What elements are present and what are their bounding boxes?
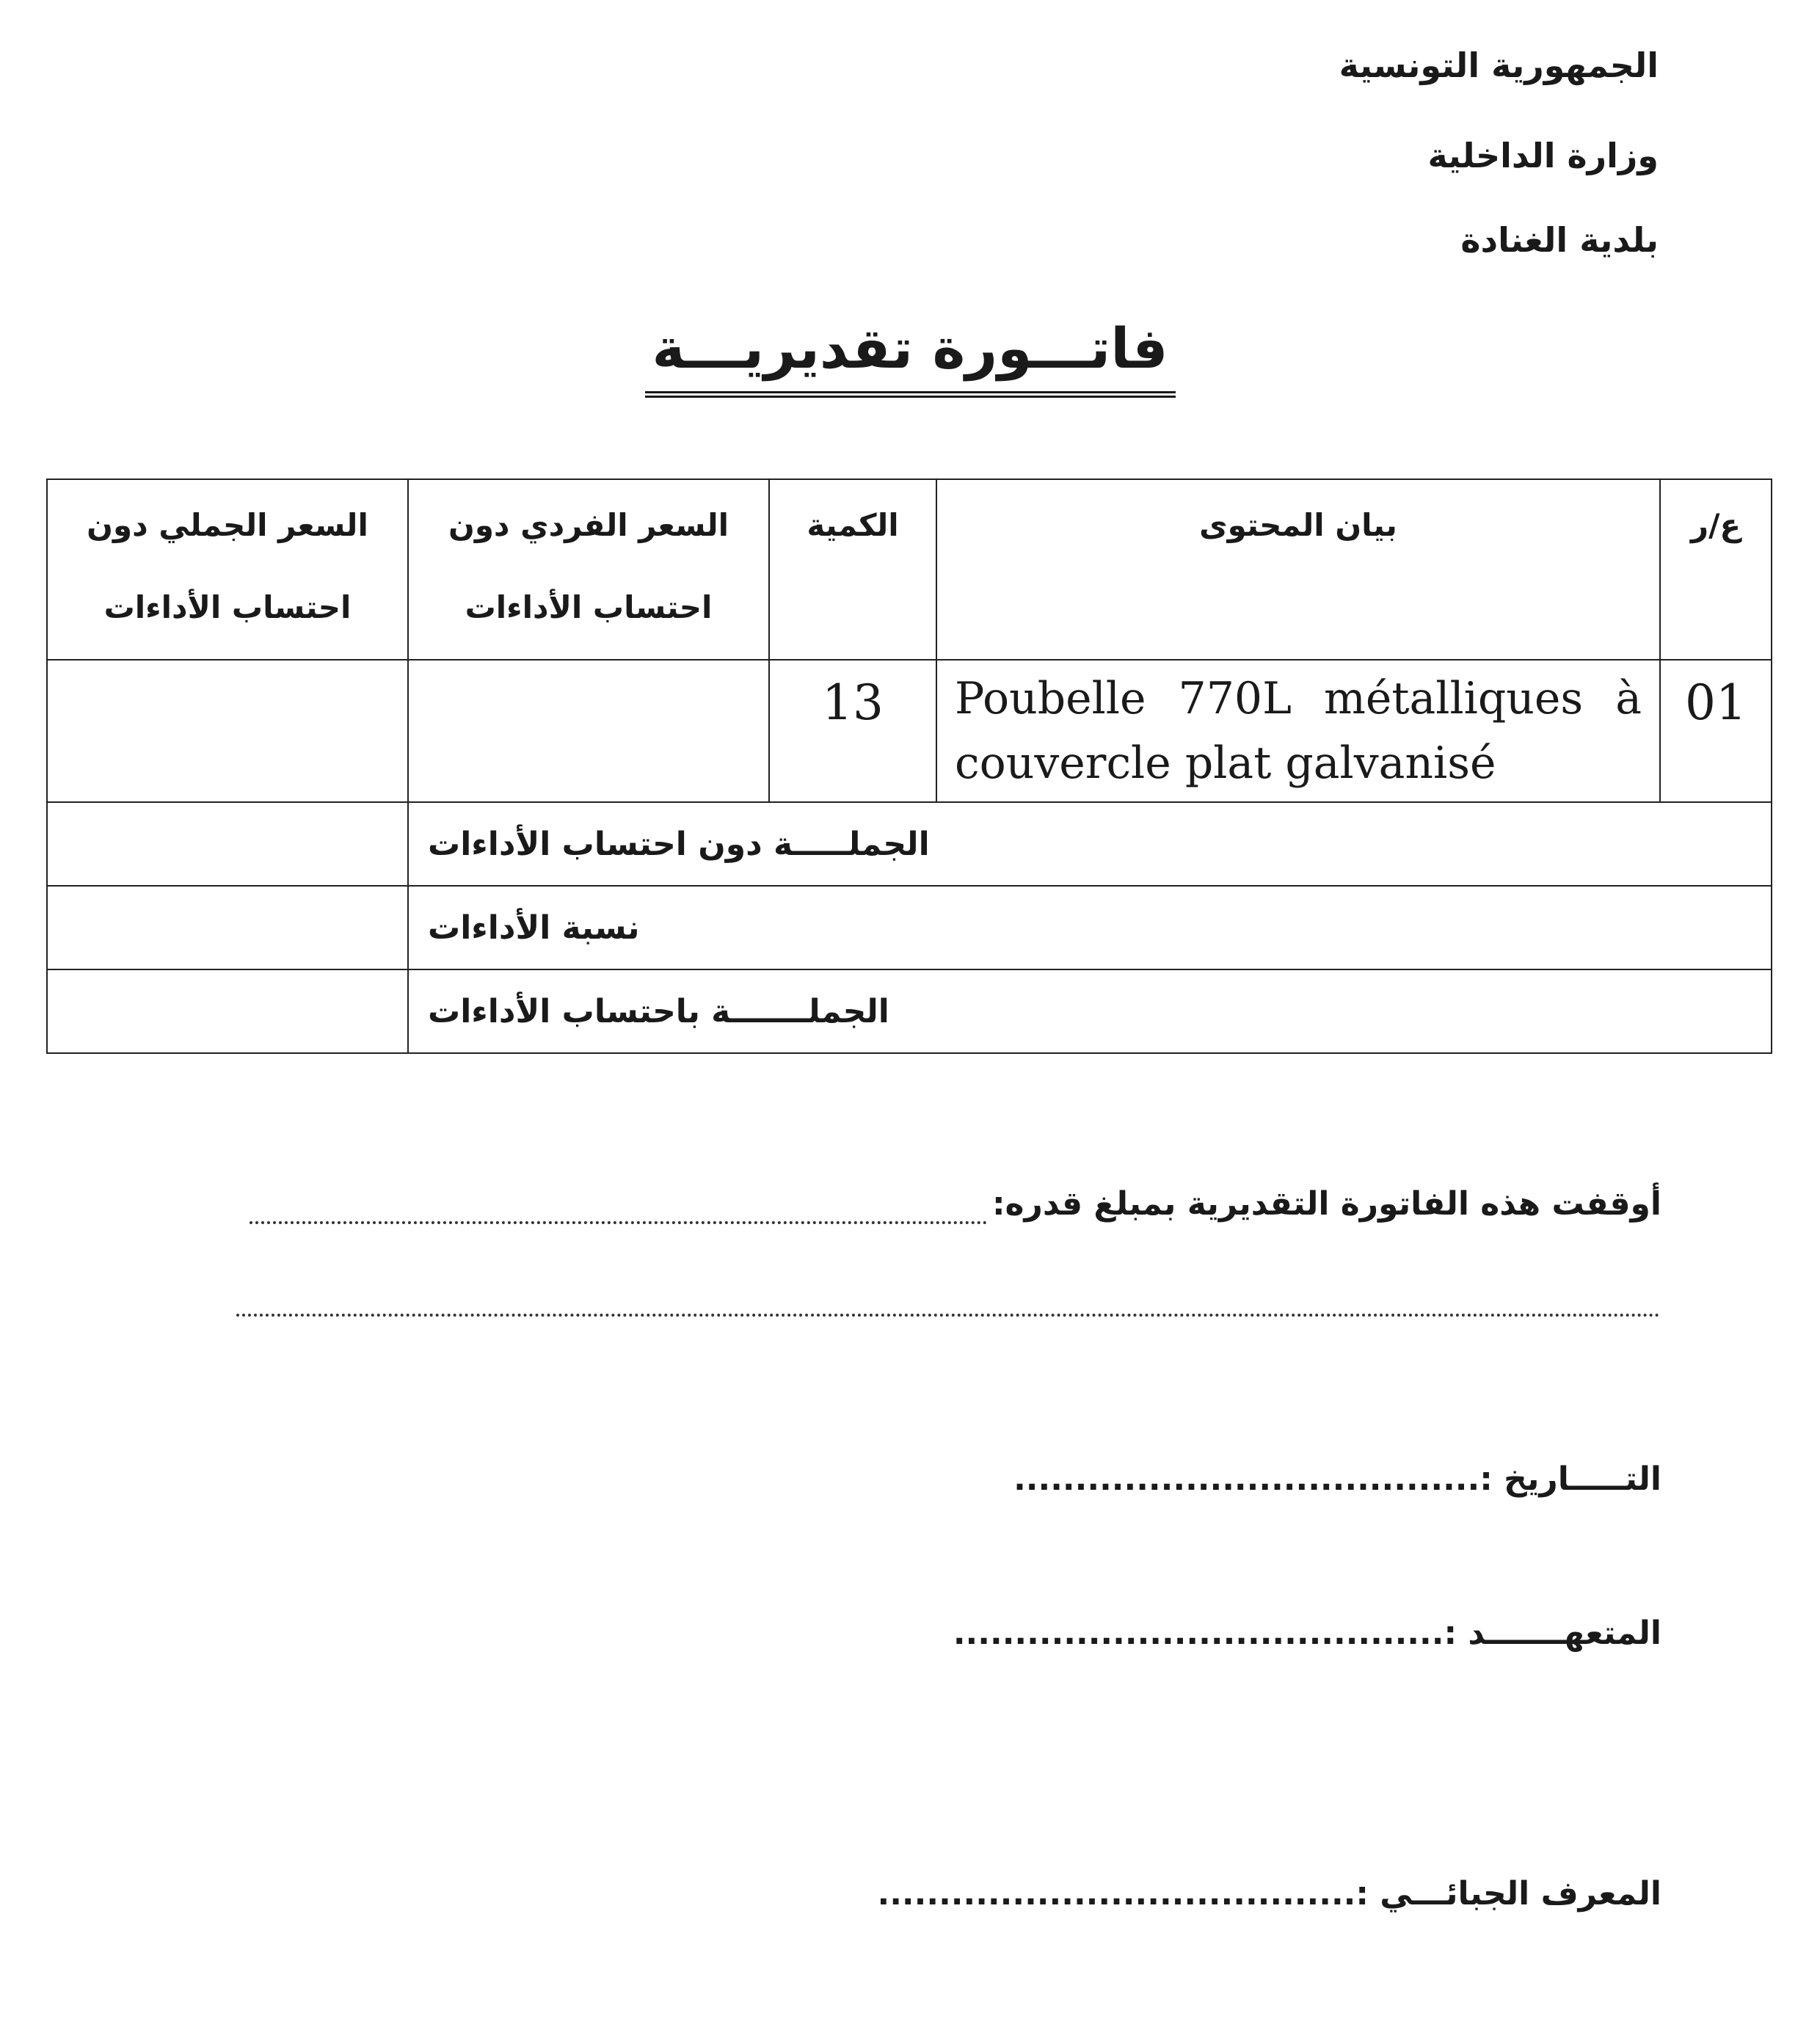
total-value-cell	[47, 969, 408, 1053]
date-value: ......................................	[1013, 1460, 1480, 1498]
row-description-cell: Poubelle 770L métalliques à couvercle plat galvanisé	[936, 660, 1660, 802]
date-field	[1013, 1460, 1661, 1498]
table-header-row	[47, 479, 1772, 660]
column-header-index: ع/ر	[1660, 479, 1772, 660]
document-title-text: فاتـــورة تقديريـــة	[645, 316, 1176, 398]
tax-rate-label-cell	[408, 886, 1772, 969]
column-header-total-price-line1: السعر الجملي دون	[87, 507, 368, 543]
row-unit-price-cell	[408, 660, 769, 802]
tax-id-label: المعرف الجبائـــي :	[1355, 1875, 1661, 1913]
column-header-total-price	[47, 479, 408, 660]
subtotal-label: الجملـــــة دون احتساب الأداءات	[428, 825, 930, 863]
subtotal-value-cell	[47, 802, 408, 886]
column-header-unit-price-line1: السعر الفردي دون	[448, 507, 729, 543]
date-label: التـــــاريخ :	[1479, 1460, 1661, 1498]
column-header-unit-price	[408, 479, 769, 660]
document-title	[0, 316, 1820, 398]
amount-label: أوقفت هذه الفاتورة التقديرية بمبلغ قدره:	[991, 1185, 1661, 1223]
contractor-field	[953, 1615, 1661, 1652]
ministry-name: وزارة الداخلية	[1427, 136, 1659, 175]
invoice-table	[46, 478, 1772, 1054]
subtotal-label-cell	[408, 802, 1772, 886]
tax-rate-value-cell	[47, 886, 408, 969]
contractor-value: ........................................	[953, 1615, 1444, 1652]
total-row	[47, 969, 1772, 1053]
column-header-total-price-line2: احتساب الأداءات	[103, 589, 352, 625]
amount-dotted-line	[250, 1221, 987, 1224]
tax-rate-label: نسبة الأداءات	[428, 909, 640, 947]
contractor-label: المتعهـــــــد :	[1444, 1615, 1661, 1652]
total-label-cell	[408, 969, 1772, 1053]
tax-id-field	[878, 1875, 1662, 1913]
column-header-quantity: الكمية	[769, 479, 936, 660]
column-header-description: بيان المحتوى	[936, 479, 1660, 660]
municipality-name: بلدية الغنادة	[1460, 220, 1659, 260]
country-name: الجمهورية التونسية	[1339, 46, 1659, 85]
column-header-unit-price-line2: احتساب الأداءات	[465, 589, 713, 625]
subtotal-row	[47, 802, 1772, 886]
amount-dotted-line-2	[236, 1314, 1660, 1317]
total-label: الجملـــــــة باحتساب الأداءات	[428, 992, 889, 1030]
table-row	[47, 660, 1772, 802]
tax-rate-row	[47, 886, 1772, 969]
row-index-cell: 01	[1660, 660, 1772, 802]
tax-id-value: .......................................	[877, 1875, 1356, 1913]
row-total-price-cell	[47, 660, 408, 802]
row-quantity-cell: 13	[769, 660, 936, 802]
